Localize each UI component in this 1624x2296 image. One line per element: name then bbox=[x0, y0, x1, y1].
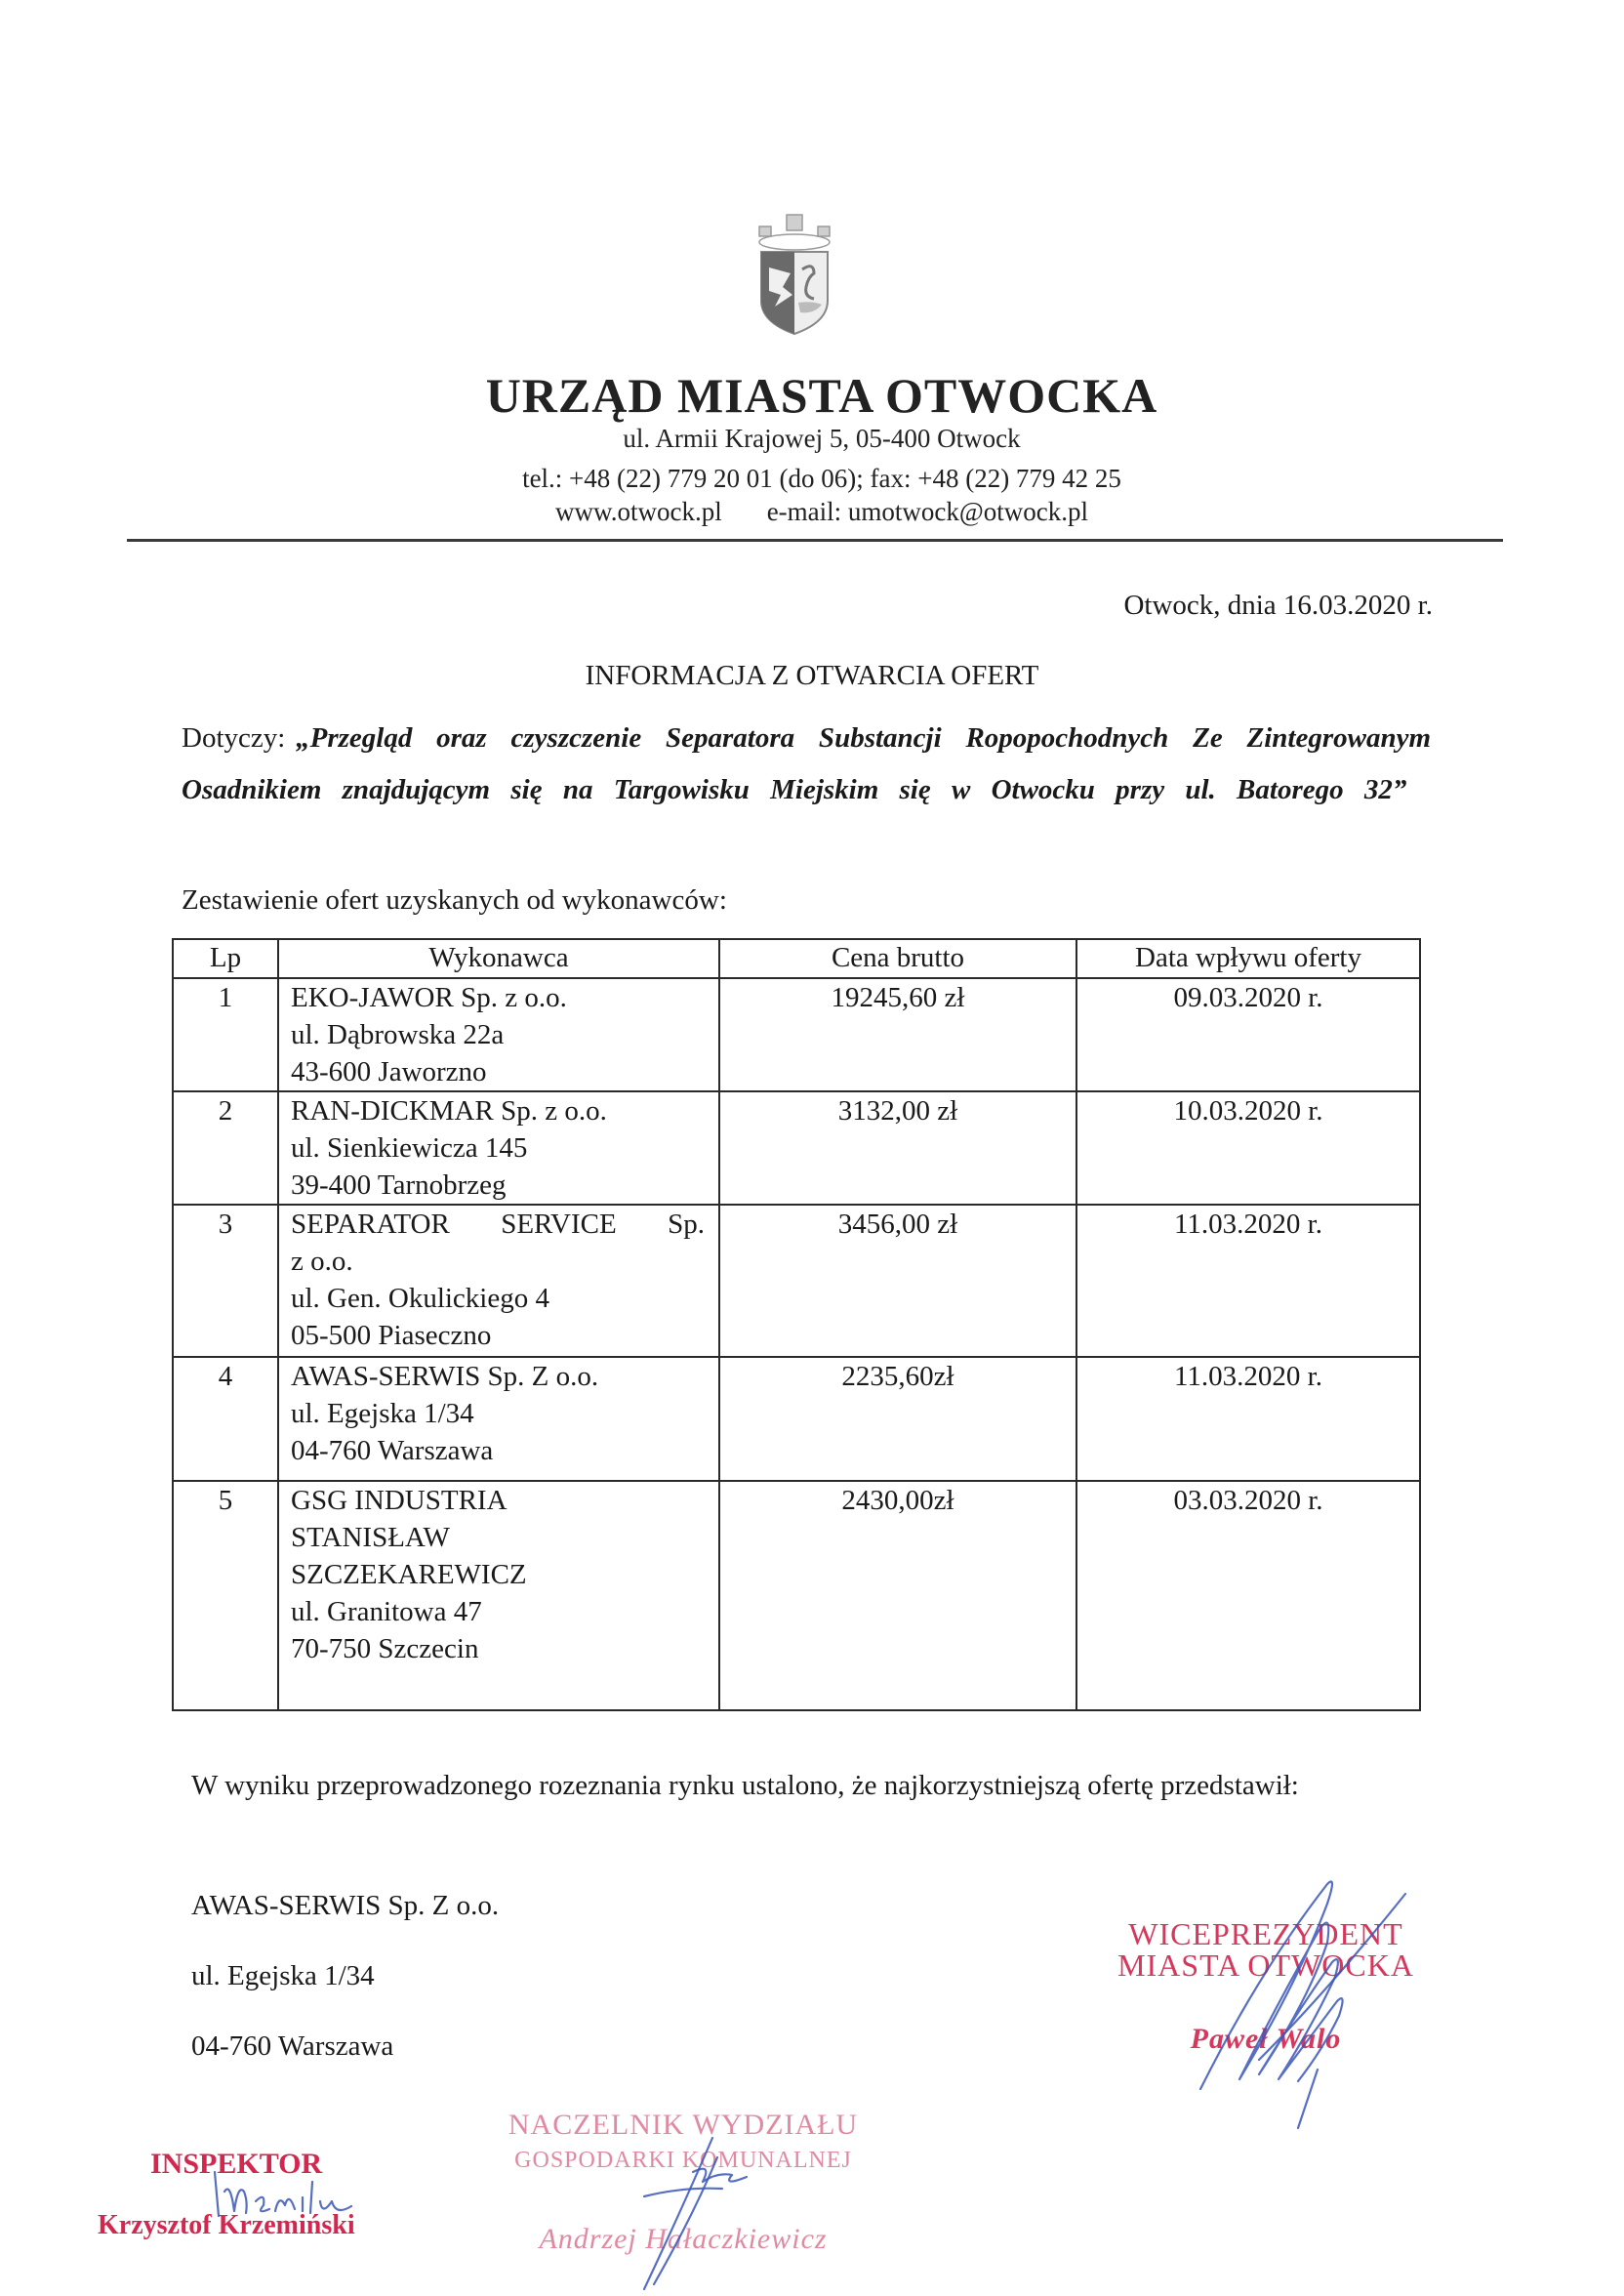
website-link[interactable]: www.otwock.pl bbox=[554, 497, 722, 526]
table-row bbox=[173, 1481, 1420, 1710]
row-date: 03.03.2020 r. bbox=[1076, 1481, 1420, 1710]
contractor-name-cont: z o.o. bbox=[291, 1246, 353, 1277]
document-date: Otwock, dnia 16.03.2020 r. bbox=[1123, 590, 1433, 621]
header-contractor: Wykonawca bbox=[278, 939, 719, 978]
organization-address: ul. Armii Krajowej 5, 05-400 Otwock bbox=[623, 424, 1021, 453]
organization-phone-fax: tel.: +48 (22) 779 20 01 (do 06); fax: +48 (22) 779 42 25 bbox=[522, 464, 1121, 493]
stamp-vp-line1: WICEPREZYDENT bbox=[1128, 1916, 1403, 1951]
otwock-coat-of-arms-icon bbox=[753, 213, 835, 338]
contractor-name: AWAS-SERWIS Sp. Z o.o. bbox=[291, 1361, 599, 1392]
offers-table bbox=[172, 938, 1421, 1711]
offers-intro: Zestawienie ofert uzyskanych od wykonawców: bbox=[182, 884, 727, 916]
contractor-name-cont: STANISŁAW bbox=[291, 1522, 450, 1553]
contractor-name: GSG INDUSTRIA bbox=[291, 1485, 508, 1516]
stamp-dept-line1: NACZELNIK WYDZIAŁU bbox=[508, 2109, 859, 2141]
stamp-vp-name: Paweł Walo bbox=[1190, 2023, 1342, 2055]
row-date: 11.03.2020 r. bbox=[1076, 1205, 1420, 1357]
conclusion-paragraph: W wyniku przeprowadzonego rozeznania rynku ustalono, że najkorzystniejszą ofertę przedstawił: bbox=[191, 1770, 1299, 1801]
row-price: 19245,60 zł bbox=[719, 978, 1076, 1091]
contractor-name-cont: SZCZEKAREWICZ bbox=[291, 1559, 527, 1590]
row-lp: 5 bbox=[173, 1481, 278, 1710]
row-date: 11.03.2020 r. bbox=[1076, 1357, 1420, 1481]
header-price: Cena brutto bbox=[719, 939, 1076, 978]
row-contractor bbox=[278, 1091, 719, 1205]
organization-contact bbox=[10, 497, 1624, 527]
winner-street: ul. Egejska 1/34 bbox=[191, 1960, 375, 1991]
row-date: 09.03.2020 r. bbox=[1076, 978, 1420, 1091]
row-contractor bbox=[278, 978, 719, 1091]
row-price: 3456,00 zł bbox=[719, 1205, 1076, 1357]
contractor-name: EKO-JAWOR Sp. z o.o. bbox=[291, 982, 567, 1013]
inspector-stamp bbox=[98, 2148, 390, 2241]
row-contractor bbox=[278, 1481, 719, 1710]
stamp-inspector-title: INSPEKTOR bbox=[150, 2148, 323, 2180]
contractor-city: 43-600 Jaworzno bbox=[291, 1056, 487, 1087]
contractor-street: ul. Egejska 1/34 bbox=[291, 1398, 474, 1429]
contractor-city: 70-750 Szczecin bbox=[291, 1633, 479, 1664]
contractor-name: SEPARATOR SERVICE Sp. bbox=[291, 1209, 705, 1240]
header-divider bbox=[127, 539, 1503, 542]
contractor-city: 04-760 Warszawa bbox=[291, 1435, 494, 1466]
row-lp: 4 bbox=[173, 1357, 278, 1481]
stamp-dept-name: Andrzej Hałaczkiewicz bbox=[539, 2223, 828, 2255]
row-lp: 1 bbox=[173, 978, 278, 1091]
contractor-city: 05-500 Piaseczno bbox=[291, 1320, 492, 1351]
table-row bbox=[173, 978, 1420, 1091]
winner-city: 04-760 Warszawa bbox=[191, 2030, 394, 2062]
table-row bbox=[173, 1205, 1420, 1357]
department-head-stamp bbox=[488, 2109, 878, 2256]
email-link[interactable]: e-mail: umotwock@otwock.pl bbox=[766, 497, 1089, 526]
contractor-street: ul. Granitowa 47 bbox=[291, 1596, 482, 1627]
vice-president-stamp bbox=[1105, 1918, 1427, 2055]
row-date: 10.03.2020 r. bbox=[1076, 1091, 1420, 1205]
subject-paragraph bbox=[182, 713, 1431, 816]
contractor-city: 39-400 Tarnobrzeg bbox=[291, 1169, 507, 1201]
row-contractor bbox=[278, 1357, 719, 1481]
stamp-inspector-name: Krzysztof Krzemiński bbox=[98, 2210, 355, 2240]
subject-label: Dotyczy: bbox=[182, 722, 286, 754]
table-row bbox=[173, 1357, 1420, 1481]
row-price: 2235,60zł bbox=[719, 1357, 1076, 1481]
table-header-row bbox=[173, 939, 1420, 978]
stamp-vp-line2: MIASTA OTWOCKA bbox=[1117, 1948, 1414, 1983]
header-lp: Lp bbox=[173, 939, 278, 978]
row-price: 3132,00 zł bbox=[719, 1091, 1076, 1205]
header-date: Data wpływu oferty bbox=[1076, 939, 1420, 978]
contractor-street: ul. Dąbrowska 22a bbox=[291, 1019, 505, 1050]
stamp-dept-line2: GOSPODARKI KOMUNALNEJ bbox=[514, 2148, 852, 2173]
contractor-street: ul. Gen. Okulickiego 4 bbox=[291, 1283, 549, 1314]
document-title: INFORMACJA Z OTWARCIA OFERT bbox=[585, 660, 1039, 691]
table-row bbox=[173, 1091, 1420, 1205]
contractor-name: RAN-DICKMAR Sp. z o.o. bbox=[291, 1095, 607, 1127]
row-lp: 3 bbox=[173, 1205, 278, 1357]
row-contractor bbox=[278, 1205, 719, 1357]
contractor-street: ul. Sienkiewicza 145 bbox=[291, 1132, 528, 1164]
winner-name: AWAS-SERWIS Sp. Z o.o. bbox=[191, 1890, 500, 1921]
subject-text: „Przegląd oraz czyszczenie Separatora Substancji Ropopochodnych Ze Zintegrowanym Osadnikiem znajdującym się na Targowisku Miejskim się w Otwocku przy ul. Batorego 32” bbox=[182, 722, 1432, 805]
row-lp: 2 bbox=[173, 1091, 278, 1205]
organization-name: URZĄD MIASTA OTWOCKA bbox=[485, 368, 1158, 423]
row-price: 2430,00zł bbox=[719, 1481, 1076, 1710]
